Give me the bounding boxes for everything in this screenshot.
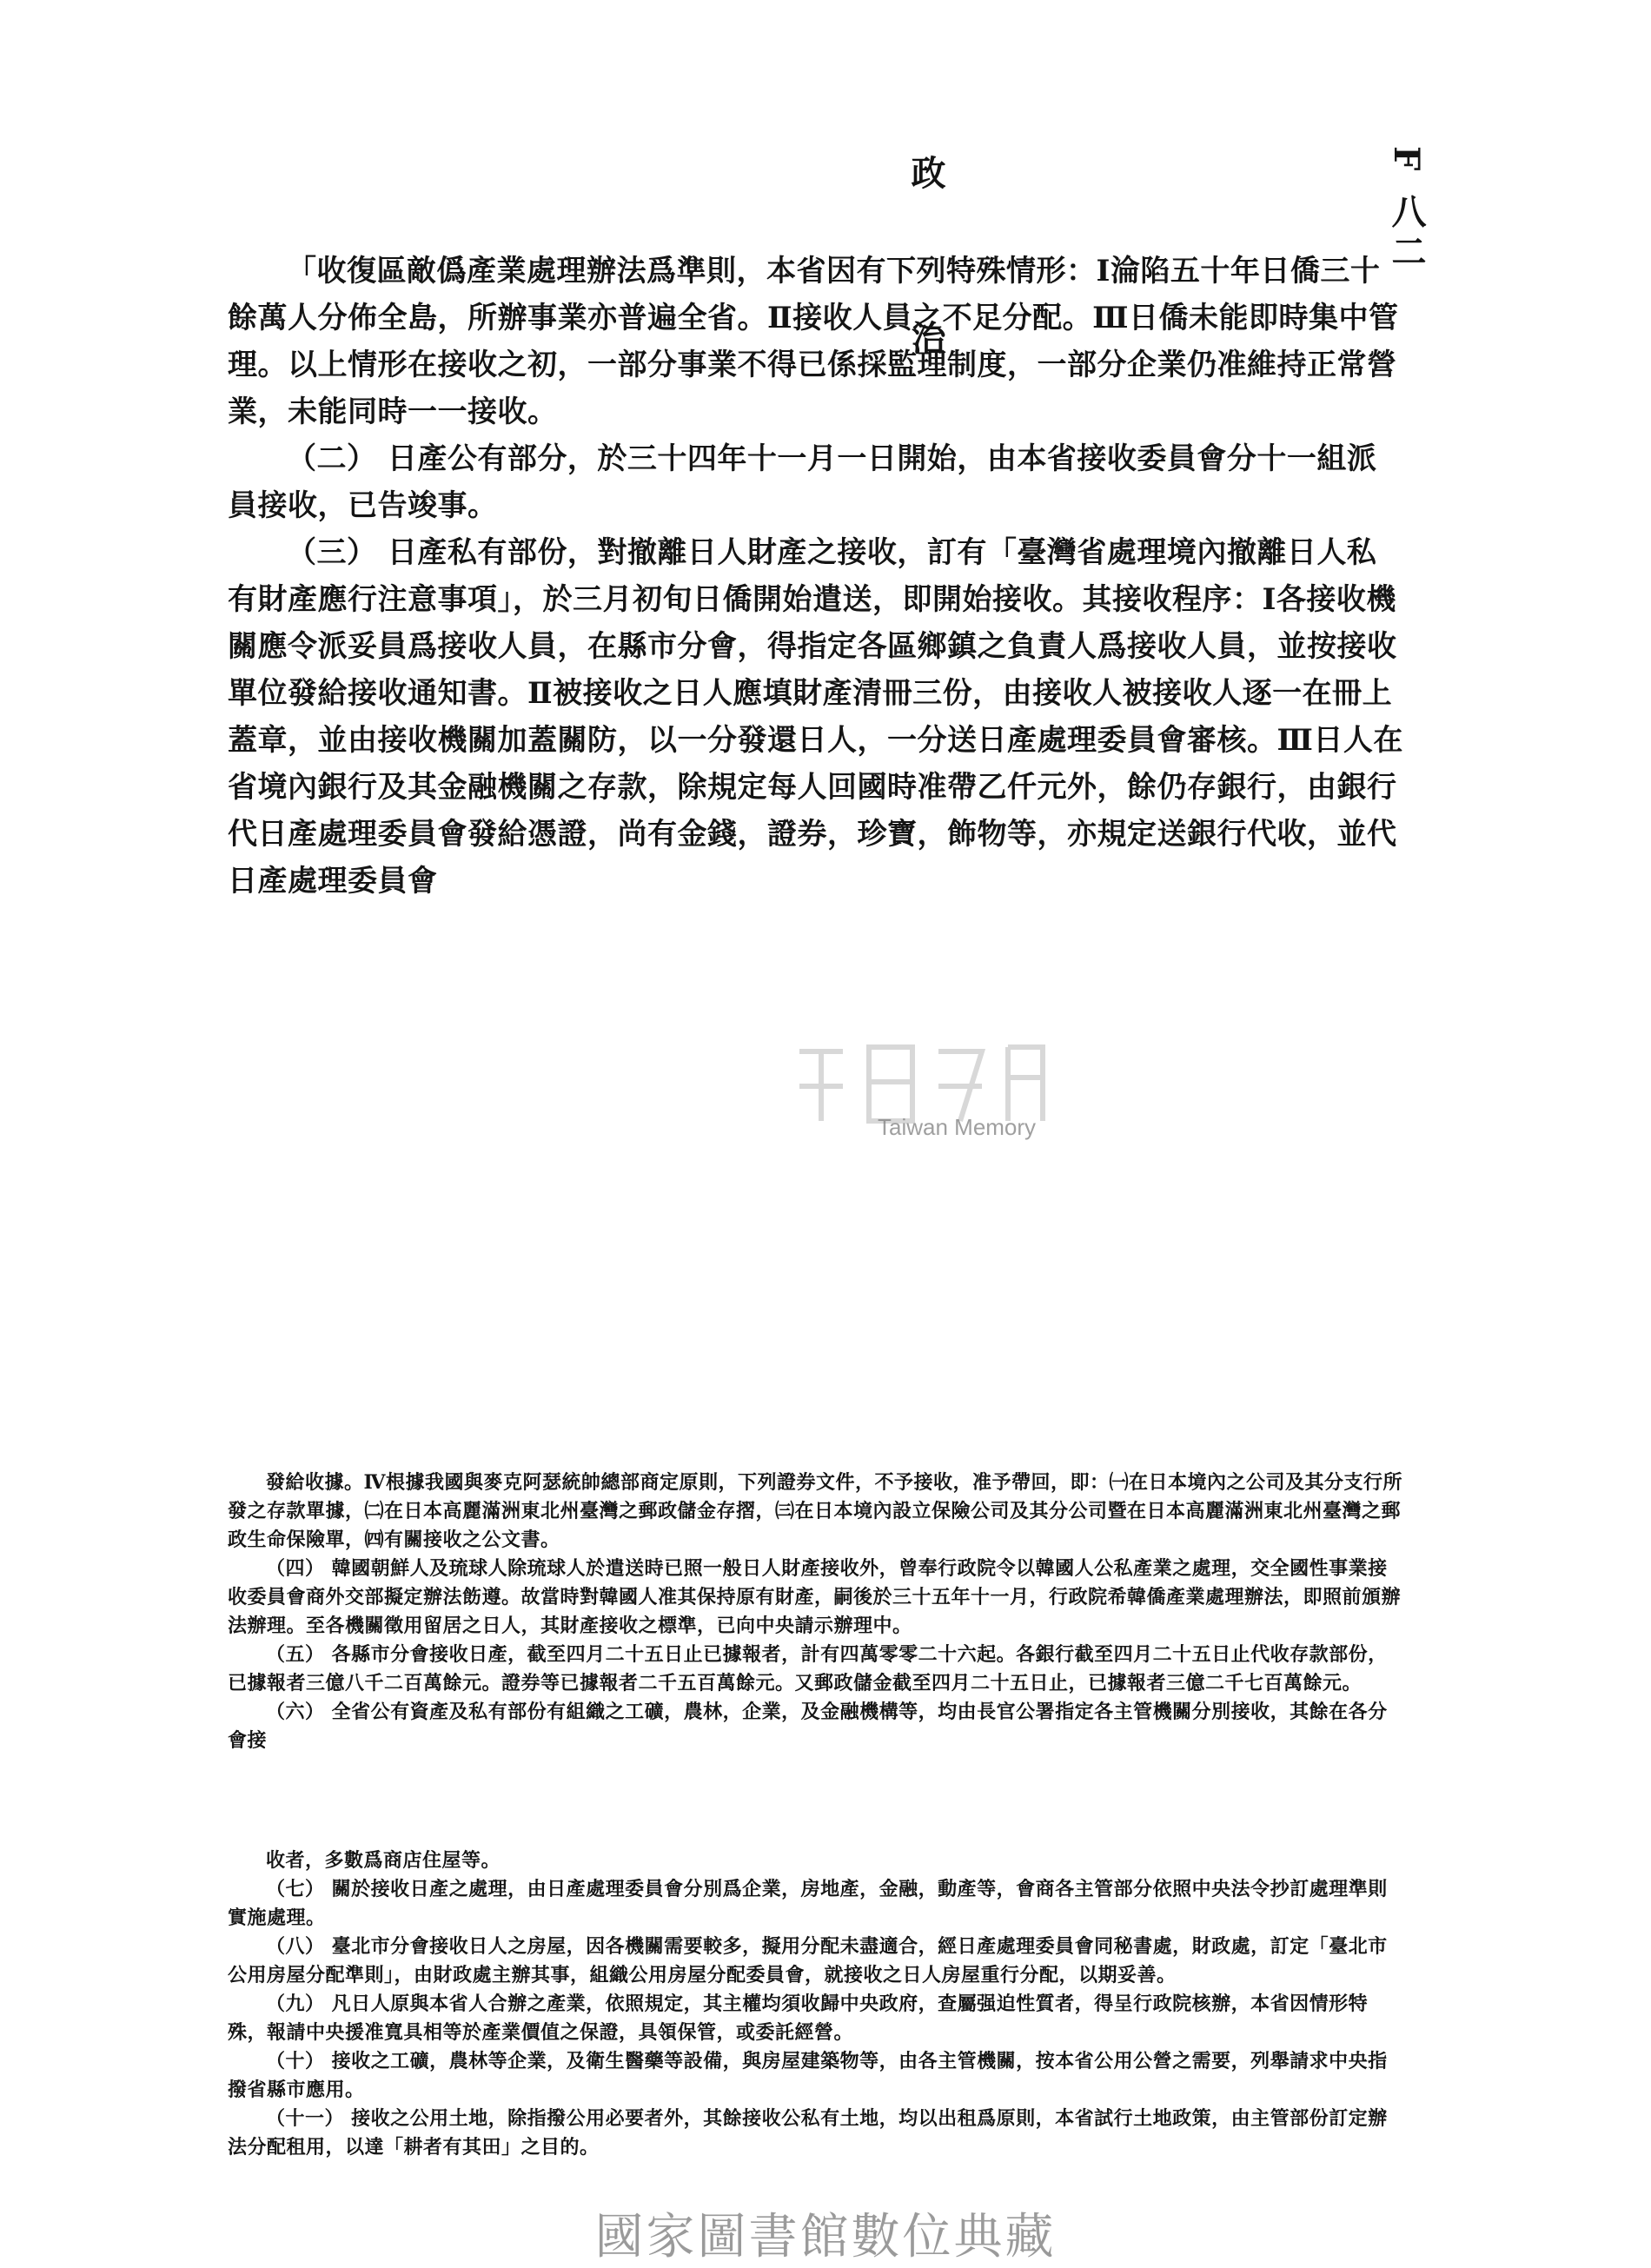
section-header: 政治 [905,155,946,485]
page-number: F 八二 [1386,146,1427,274]
paragraph: （二） 日產公有部分，於三十四年十一月一日開始，由本省接收委員會分十一組派員接收，已告竣事。 [228,441,1377,523]
footer-attribution: 國家圖書館數位典藏 [594,2209,1057,2265]
paragraph: （九） 凡日人原與本省人合辦之產業，依照規定，其主權均須收歸中央政府，查屬强迫性質者，得呈行政院核辦，本省因情形特殊，報請中央援准寬具相等於產業價值之保證，具領保管，或委託經營。 [228,1993,1369,2044]
text-block-3 [228,1847,1405,2177]
paragraph: （十） 接收之工礦，農林等企業，及衛生醫藥等設備，與房屋建築物等，由各主管機關，按本省公用公營之需要，列舉請求中央指撥省縣市應用。 [228,2050,1388,2101]
paragraph: （八） 臺北市分會接收日人之房屋，因各機關需要較多，擬用分配未盡適合，經日產處理委員會同秘書處，財政處，訂定「臺北市公用房屋分配準則」，由財政處主辦其事，組織公用房屋分配委員會，就接收之日人房屋重行分配，以期妥善。 [228,1935,1388,1986]
paragraph: （六） 全省公有資產及私有部份有組織之工礦，農林，企業，及金融機構等，均由長官公署指定各主管機關分別接收，其餘在各分會接 [228,1701,1388,1752]
paragraph: （四） 韓國朝鮮人及琉球人除琉球人於遣送時已照一般日人財產接收外，曾奉行政院令以韓國人公私產業之處理，交全國性事業接收委員會商外交部擬定辦法飭遵。故當時對韓國人准其保持原有財產，嗣後於三十五年十一月，行政院希韓僑產業處理辦法，即照前頒辦法辦理。至各機關徵用留居之日人，其財產接收之標準，已向中央請示辦理中。 [228,1557,1402,1637]
paragraph: （三） 日產私有部份，對撤離日人財產之接收，訂有「臺灣省處理境內撤離日人私有財產應行注意事項」，於三月初旬日僑開始遣送，即開始接收。其接收程序：Ⅰ各接收機關應令派妥員爲接收人員，在縣市分會，得指定各區鄉鎮之負責人爲接收人員，並按接收單位發給接收通知書。Ⅱ被接收之日人應填財產清冊三份，由接收人被接收人逐一在冊上蓋章，並由接收機關加蓋關防，以一分發還日人，一分送日產處理委員會審核。Ⅲ日人在省境內銀行及其金融機關之存款，除規定每人回國時准帶乙仟元外，餘仍存銀行，由銀行代日產處理委員會發給憑證，尚有金錢，證券，珍寶，飾物等，亦規定送銀行代收，並代日產處理委員會 [228,535,1403,899]
paragraph: （七） 關於接收日產之處理，由日產處理委員會分別爲企業，房地產，金融，動產等，會商各主管部分依照中央法令抄訂處理準則實施處理。 [228,1878,1388,1929]
text-block-2 [228,1469,1405,1834]
paragraph: 「收復區敵僞產業處理辦法爲準則，本省因有下列特殊情形：Ⅰ淪陷五十年日僑三十餘萬人分佈全島，所辦事業亦普遍全省。Ⅱ接收人員之不足分配。Ⅲ日僑未能即時集中管理。以上情形在接收之初，一部分事業不得已係採監理制度，一部分企業仍准維持正常營業，未能同時一一接收。 [228,254,1399,429]
text-block-1 [228,248,1405,1447]
paragraph: 發給收據。Ⅳ根據我國與麥克阿瑟統帥總部商定原則，下列證券文件，不予接收，准予帶回，即：㈠在日本境內之公司及其分支行所發之存款單據，㈡在日本高麗滿洲東北州臺灣之郵政儲金存摺，㈢在日本境內設立保險公司及其分公司暨在日本高麗滿洲東北州臺灣之郵政生命保險單，㈣有關接收之公文書。 [228,1471,1402,1551]
paragraph: （五） 各縣市分會接收日產，截至四月二十五日止已據報者，計有四萬零零二十六起。各銀行截至四月二十五日止代收存款部份，已據報者三億八千二百萬餘元。證券等已據報者二千五百萬餘元。又郵政儲金截至四月二十五日止，已據報者三億二千七百萬餘元。 [228,1643,1388,1694]
paragraph: （十一） 接收之公用土地，除指撥公用必要者外，其餘接收公私有土地，均以出租爲原則，本省試行土地政策，由主管部份訂定辦法分配租用，以達「耕者有其田」之目的。 [228,2107,1388,2159]
watermark-label: Taiwan Memory [878,1114,1037,1140]
paragraph: 收者，多數爲商店住屋等。 [266,1849,501,1872]
